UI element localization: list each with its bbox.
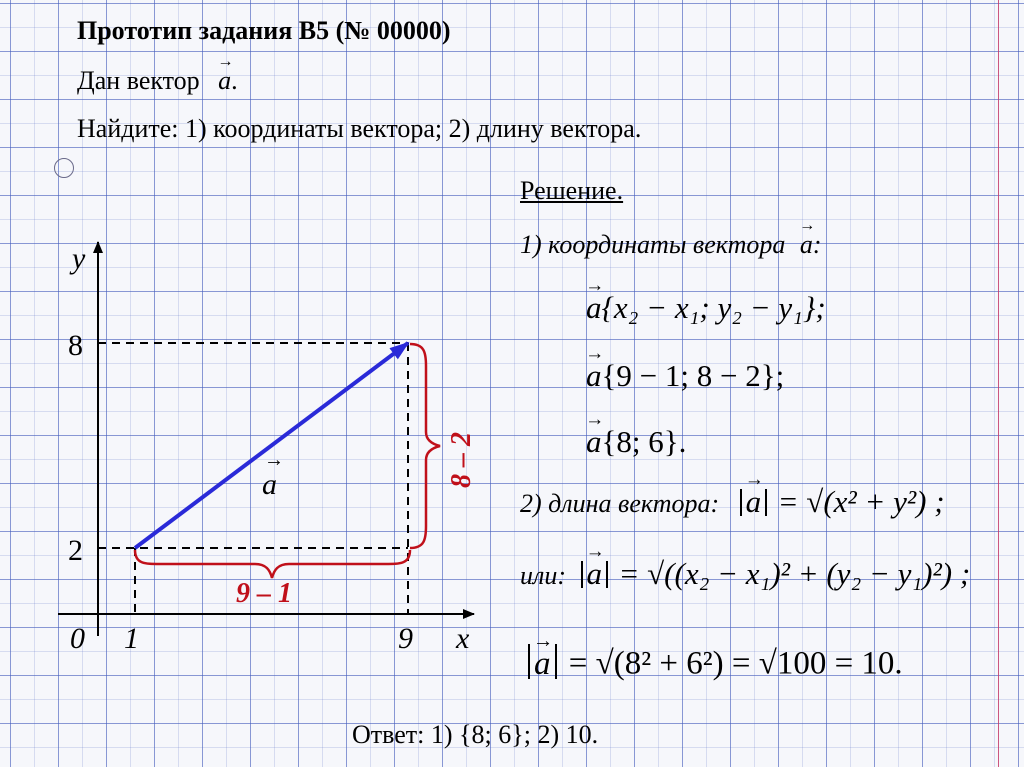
- vector-a-symbol: → a: [533, 629, 554, 682]
- vector-a-label-arrow-icon: →: [264, 449, 284, 471]
- formula-final: = √(8² + 6²) = √100 = 10.: [568, 645, 903, 682]
- y-tick-2: 2: [68, 534, 83, 567]
- alt-label: или:: [520, 561, 566, 590]
- brace-vertical-label: 8 – 2: [446, 432, 477, 488]
- vector-a-symbol: → a: [799, 217, 816, 259]
- part1-label: 1) координаты вектора: [520, 230, 786, 259]
- vector-arrow-icon: →: [744, 469, 764, 491]
- formula-result-text: {8; 6}.: [601, 424, 687, 459]
- task-question: Найдите: 1) координаты вектора; 2) длину вектора.: [77, 114, 642, 143]
- vector-a-symbol: → a: [585, 409, 605, 459]
- x-tick-1: 1: [124, 622, 139, 655]
- vector-arrow-icon: →: [533, 629, 554, 652]
- vector-a-line: [135, 343, 408, 548]
- y-axis-label: y: [72, 242, 86, 275]
- part2-label: 2) длина вектора:: [520, 489, 720, 518]
- part1-colon: :: [812, 230, 822, 259]
- vector-a-symbol: → a: [585, 541, 605, 591]
- vector-letter: a: [218, 66, 232, 95]
- x-axis-label: x: [456, 622, 470, 655]
- vector-a-symbol: → a: [744, 469, 764, 519]
- brace-horizontal: [135, 550, 410, 578]
- given-text: Дан вектор: [77, 66, 200, 95]
- formula-general-text: {x₂ − x₁; y₂ − y₁};: [601, 290, 826, 325]
- vector-arrow-icon: →: [585, 541, 605, 563]
- vector-a-label: a: [262, 468, 277, 501]
- vector-arrow-icon: →: [585, 409, 605, 431]
- answer-line: Ответ: 1) {8; 6}; 2) 10.: [352, 720, 599, 749]
- formula-length: = √(x² + y²) ;: [777, 484, 945, 519]
- brace-horizontal-label: 9 – 1: [236, 578, 292, 609]
- vector-a-symbol: → a: [585, 343, 605, 393]
- vector-arrow-icon: →: [799, 217, 816, 235]
- formula-alt: = √((x₂ − x₁)² + (y₂ − y₁)²) ;: [618, 556, 971, 591]
- vector-arrow-icon: →: [585, 343, 605, 365]
- formula-substituted-text: {9 − 1; 8 − 2};: [601, 358, 785, 393]
- given-period: .: [231, 66, 238, 95]
- solution-heading: Решение.: [520, 176, 624, 205]
- vector-arrow-icon: →: [217, 53, 234, 71]
- y-tick-8: 8: [68, 329, 83, 362]
- task-title: Прототип задания B5 (№ 00000): [77, 16, 451, 45]
- origin-label: 0: [70, 622, 85, 655]
- x-tick-9: 9: [398, 622, 413, 655]
- vector-a-symbol: → a: [585, 275, 605, 325]
- vector-arrow-icon: →: [585, 275, 605, 297]
- brace-vertical: [410, 344, 440, 548]
